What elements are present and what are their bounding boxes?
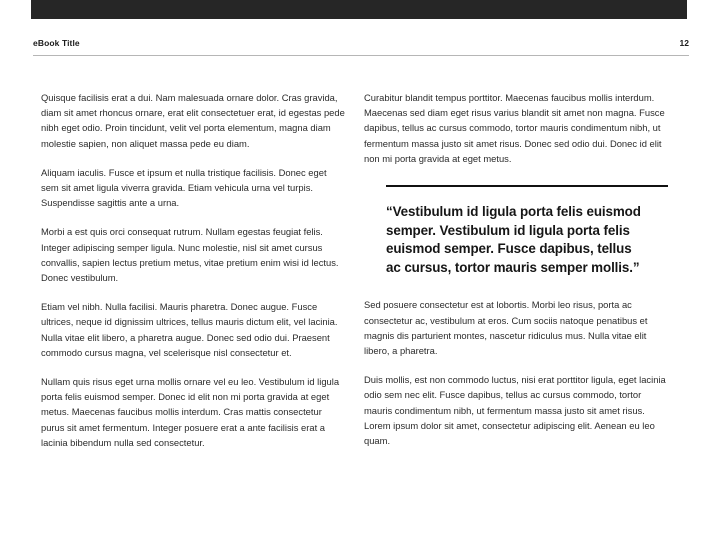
pullquote-rule bbox=[386, 185, 668, 187]
page-top-band bbox=[31, 0, 687, 19]
paragraph: Morbi a est quis orci consequat rutrum. Nullam egestas feugiat felis. Integer adipiscing semper ligula. Nunc molestie, nisl sit amet cursus convallis, sapien lectus pretium metus, vitae pretium enim wisi id lectus. Donec vestibulum. bbox=[41, 226, 339, 284]
paragraph: Duis mollis, est non commodo luctus, nisi erat porttitor ligula, eget lacinia odio sem nec elit. Fusce dapibus, tellus ac cursus commodo, tortor mauris condimentum nibh, ut fermentum massa justo sit amet risus. Lorem ipsum dolor sit amet, consectetur adipiscing elit. Aenean eu leo quam. bbox=[364, 374, 666, 447]
header-divider bbox=[33, 55, 689, 56]
text-columns bbox=[41, 90, 669, 450]
running-head bbox=[33, 38, 689, 48]
right-column bbox=[364, 90, 669, 450]
page-title: eBook Title bbox=[33, 38, 80, 48]
paragraph: Curabitur blandit tempus porttitor. Maecenas faucibus mollis interdum. Maecenas sed diam eget risus varius blandit sit amet non magna. Fusce dapibus, tellus ac cursus commodo, tortor mauris condimentum nibh, ut fermentum massa justo sit amet risus. Donec sed odio dui. Donec id elit non mi porta gravida at eget metus. bbox=[364, 92, 665, 164]
left-column bbox=[41, 90, 346, 450]
paragraph: Quisque facilisis erat a dui. Nam malesuada ornare dolor. Cras gravida, diam sit amet rhoncus ornare, erat elit consectetuer erat, id egestas pede nibh eget odio. Proin tincidunt, velit vel porta elementum, magna diam molestie sapien, non aliquet massa pede eu diam. bbox=[41, 92, 345, 149]
pullquote-block bbox=[364, 185, 669, 277]
page-number: 12 bbox=[679, 38, 689, 48]
paragraph: Sed posuere consectetur est at lobortis. Morbi leo risus, porta ac consectetur ac, vestibulum at eros. Cum sociis natoque penatibus et magnis dis parturient montes, nascetur ridiculus mus. Nulla vitae elit libero, a pharetra. bbox=[364, 299, 648, 356]
paragraph: Nullam quis risus eget urna mollis ornare vel eu leo. Vestibulum id ligula porta felis euismod semper. Donec id elit non mi porta gravida at eget metus. Maecenas faucibus mollis interdum. Cras mattis consectetur purus sit amet fermentum. Integer posuere erat a ante facilisis erat a lacinia bibendum nulla sed consectetur. bbox=[41, 376, 340, 448]
paragraph: Aliquam iaculis. Fusce et ipsum et nulla tristique facilisis. Donec eget sem sit amet ligula viverra gravida. Etiam vehicula urna vel turpis. Suspendisse sagittis ante a urna. bbox=[41, 166, 327, 209]
paragraph: Etiam vel nibh. Nulla facilisi. Mauris pharetra. Donec augue. Fusce ultrices, neque id dignissim ultrices, tellus mauris dictum elit, vel lacinia. Nulla vitae elit libero, a pharetra augue. Donec sed odio dui. Praesent commodo cursus magna, vel scelerisque nisl consectetur et. bbox=[41, 301, 338, 358]
pullquote-text: “Vestibulum id ligula porta felis euismod semper. Vestibulum id ligula porta felis euismod semper. Fusce dapibus, tellus ac cursus, tortor mauris semper mollis.” bbox=[386, 204, 641, 275]
